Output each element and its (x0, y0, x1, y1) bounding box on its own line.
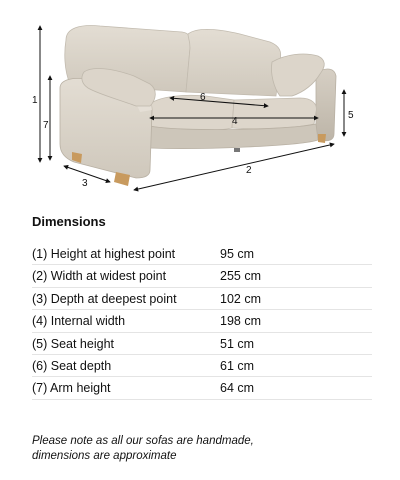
callout-2: 2 (246, 165, 252, 176)
callout-5: 5 (348, 110, 354, 121)
dimension-label: (2) Width at widest point (32, 269, 167, 284)
dimension-row (32, 288, 372, 310)
callout-6: 6 (200, 92, 206, 103)
dimension-row (32, 377, 372, 399)
seat-cushion-right (232, 98, 316, 129)
sofa-arm-right (316, 69, 336, 141)
dimension-label: (3) Depth at deepest point (32, 291, 177, 306)
dimension-value: 102 cm (220, 291, 261, 306)
dimension-row (32, 243, 372, 265)
callout-3: 3 (82, 178, 88, 189)
sofa-dimension-diagram (0, 0, 400, 200)
callout-4: 4 (232, 116, 238, 127)
dimension-value: 61 cm (220, 358, 255, 373)
dimension-row (32, 265, 372, 287)
dimension-label: (4) Internal width (32, 314, 126, 329)
handmade-note: Please note as all our sofas are handmade, dimensions are approximate (32, 435, 254, 462)
dimension-value: 255 cm (220, 269, 261, 284)
back-cushion-right (186, 30, 281, 97)
dimension-label: (7) Arm height (32, 381, 111, 396)
callout-7: 7 (43, 120, 49, 131)
dimension-value: 51 cm (220, 336, 255, 351)
dimension-row (32, 333, 372, 355)
dimension-value: 198 cm (220, 314, 261, 329)
dimension-label: (5) Seat height (32, 336, 114, 351)
dimensions-heading: Dimensions (32, 214, 106, 229)
dimension-value: 95 cm (220, 247, 255, 261)
callout-1: 1 (32, 95, 38, 106)
dimension-row (32, 355, 372, 377)
dimension-value: 64 cm (220, 381, 255, 396)
sofa-illustration (0, 0, 400, 200)
seat-cushion-left (150, 95, 234, 130)
dimension-label: (1) Height at highest point (32, 247, 176, 261)
dimension-row (32, 310, 372, 332)
dimension-label: (6) Seat depth (32, 358, 112, 373)
dimensions-list (32, 243, 372, 400)
sofa-foot-right (318, 134, 326, 143)
